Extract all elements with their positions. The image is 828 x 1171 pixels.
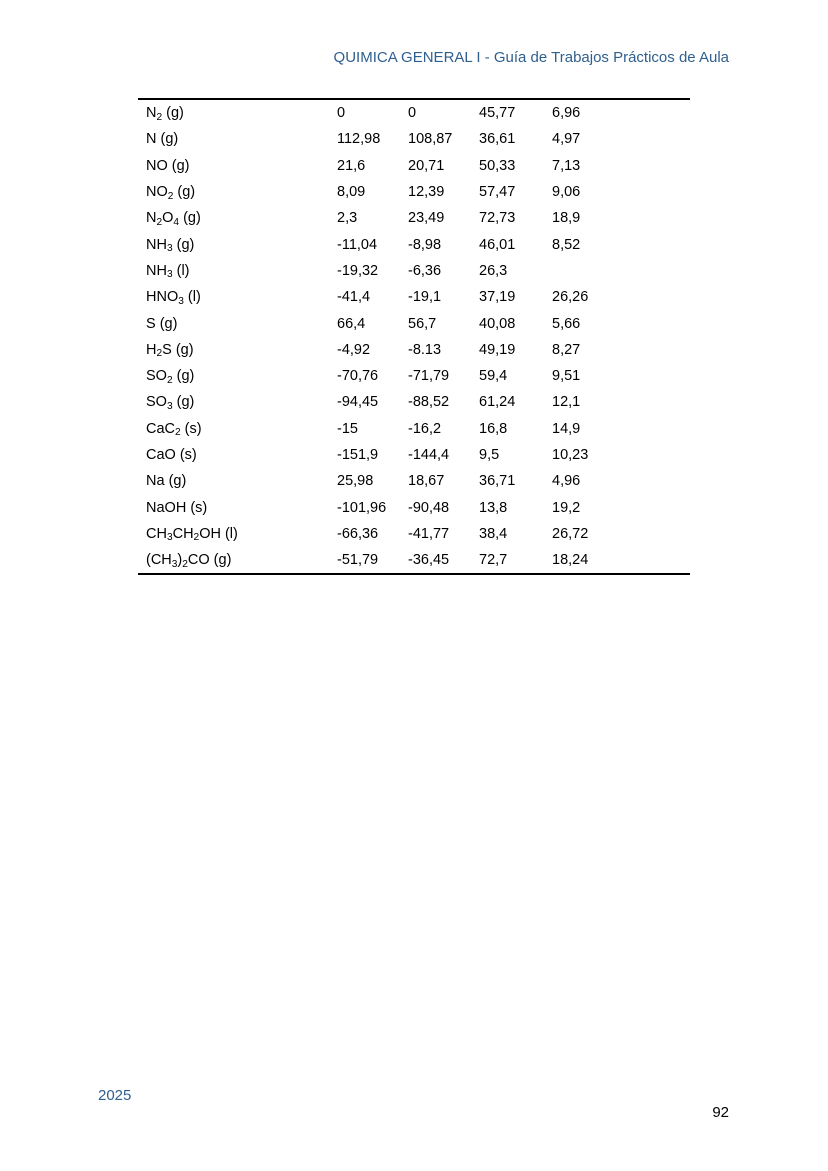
substance-cell: $HNO_3$ (l) bbox=[146, 289, 201, 307]
page-number: 92 bbox=[712, 1104, 729, 1121]
value-cell: 9,5 bbox=[479, 447, 500, 463]
value-cell: 57,47 bbox=[479, 184, 516, 201]
substance-cell: Na (g) bbox=[146, 473, 187, 490]
substance-cell: $CH_3CH_2OH$ (l) bbox=[146, 525, 238, 544]
value-cell: 46,01 bbox=[479, 236, 516, 253]
table-row bbox=[138, 547, 690, 574]
value-cell: 21,6 bbox=[337, 157, 366, 174]
value-cell: 6,96 bbox=[552, 105, 581, 122]
substance-cell: NO (g) bbox=[146, 157, 190, 174]
table-row bbox=[138, 416, 690, 442]
substance-cell: $SO_2$ (g) bbox=[146, 368, 195, 386]
value-cell: 8,09 bbox=[337, 184, 366, 201]
value-cell: 8,27 bbox=[552, 341, 581, 358]
value-cell: 8,52 bbox=[552, 236, 581, 253]
value-cell: 37,19 bbox=[479, 289, 516, 306]
value-cell: 56,7 bbox=[408, 315, 437, 332]
substance-cell: $H_2S$ (g) bbox=[146, 341, 194, 360]
table-row bbox=[138, 179, 690, 205]
value-cell: 16,8 bbox=[479, 420, 508, 437]
value-cell: 0 bbox=[337, 105, 346, 122]
substance-cell: $N_2$ (g) bbox=[146, 105, 184, 123]
value-cell: 19,2 bbox=[552, 499, 581, 516]
value-cell: -4,92 bbox=[337, 341, 371, 358]
value-cell: -90,48 bbox=[408, 499, 450, 516]
value-cell: -88,52 bbox=[408, 394, 450, 411]
value-cell: 45,77 bbox=[479, 105, 516, 122]
value-cell: 26,3 bbox=[479, 262, 508, 279]
value-cell: 112,98 bbox=[337, 131, 381, 148]
value-cell: 36,71 bbox=[479, 473, 516, 490]
value-cell: 38,4 bbox=[479, 525, 508, 542]
value-cell: -19,32 bbox=[337, 262, 379, 279]
value-cell: -94,45 bbox=[337, 394, 379, 411]
value-cell: -36,45 bbox=[408, 552, 450, 569]
value-cell: -6,36 bbox=[408, 262, 442, 279]
value-cell: 23,49 bbox=[408, 210, 445, 227]
footer-year: 2025 bbox=[98, 1087, 132, 1104]
value-cell: -144,4 bbox=[408, 447, 450, 463]
table-row bbox=[138, 284, 690, 310]
value-cell: 26,72 bbox=[552, 525, 589, 542]
value-cell: 66,4 bbox=[337, 315, 366, 332]
value-cell: -11,04 bbox=[337, 236, 378, 253]
substance-cell: CaC$_2$ (s) bbox=[146, 420, 202, 439]
table-row bbox=[138, 310, 690, 336]
value-cell: 72,7 bbox=[479, 552, 508, 569]
substance-cell: $N_2O_4$ (g) bbox=[146, 210, 201, 228]
substance-cell: S (g) bbox=[146, 315, 178, 332]
value-cell: 49,19 bbox=[479, 341, 516, 358]
value-cell: 20,71 bbox=[408, 157, 445, 174]
table-row bbox=[138, 363, 690, 389]
value-cell: -71,79 bbox=[408, 368, 450, 385]
value-cell: -41,4 bbox=[337, 289, 371, 306]
value-cell: 26,26 bbox=[552, 289, 589, 306]
value-cell: -19,1 bbox=[408, 289, 442, 306]
value-cell: -51,79 bbox=[337, 552, 379, 569]
value-cell: 18,9 bbox=[552, 210, 581, 227]
table-row bbox=[138, 337, 690, 363]
value-cell: -41,77 bbox=[408, 525, 450, 542]
value-cell: 5,66 bbox=[552, 315, 581, 332]
value-cell: 18,67 bbox=[408, 473, 445, 490]
value-cell: 25,98 bbox=[337, 473, 374, 490]
table-row bbox=[138, 389, 690, 415]
value-cell: 36,61 bbox=[479, 131, 516, 148]
substance-cell: CaO (s) bbox=[146, 447, 197, 463]
value-cell: 9,06 bbox=[552, 184, 581, 201]
value-cell: 4,97 bbox=[552, 131, 581, 148]
table-row bbox=[138, 153, 690, 179]
value-cell: 61,24 bbox=[479, 394, 516, 411]
value-cell: -15 bbox=[337, 420, 358, 437]
value-cell: -8.13 bbox=[408, 341, 442, 358]
value-cell: -8,98 bbox=[408, 236, 442, 253]
thermodynamic-data-table bbox=[138, 98, 690, 575]
table-row bbox=[138, 468, 690, 494]
value-cell: 12,1 bbox=[552, 394, 581, 411]
value-cell: 108,87 bbox=[408, 131, 453, 148]
table-row bbox=[138, 521, 690, 547]
substance-cell: N (g) bbox=[146, 131, 179, 148]
substance-cell: $NO_2$ (g) bbox=[146, 184, 196, 202]
value-cell: -16,2 bbox=[408, 420, 442, 437]
substance-cell: $SO_3$ (g) bbox=[146, 394, 195, 412]
table-row bbox=[138, 205, 690, 231]
value-cell: 0 bbox=[408, 105, 417, 122]
value-cell: 12,39 bbox=[408, 184, 445, 201]
value-cell: -151,9 bbox=[337, 447, 379, 463]
value-cell: 18,24 bbox=[552, 552, 589, 569]
substance-cell: $NH_3$ (g) bbox=[146, 236, 195, 255]
value-cell: 9,51 bbox=[552, 368, 581, 385]
substance-cell: $(CH_3)_2CO$ (g) bbox=[146, 552, 232, 570]
table-body bbox=[138, 99, 690, 574]
value-cell: 13,8 bbox=[479, 499, 508, 516]
value-cell: -66,36 bbox=[337, 525, 379, 542]
value-cell: 50,33 bbox=[479, 157, 516, 174]
table-row bbox=[138, 442, 690, 468]
table-row bbox=[138, 99, 690, 126]
value-cell: 7,13 bbox=[552, 157, 581, 174]
table-row bbox=[138, 494, 690, 520]
table-row bbox=[138, 126, 690, 152]
table-row bbox=[138, 258, 690, 284]
page-header-title: QUIMICA GENERAL I - Guía de Trabajos Prácticos de Aula bbox=[333, 49, 729, 66]
value-cell: 72,73 bbox=[479, 210, 516, 227]
substance-cell: $NH_3$ (l) bbox=[146, 262, 190, 281]
value-cell: 59,4 bbox=[479, 368, 508, 385]
value-cell: 40,08 bbox=[479, 315, 516, 332]
value-cell: -101,96 bbox=[337, 499, 387, 516]
value-cell: -70,76 bbox=[337, 368, 379, 385]
value-cell: 14,9 bbox=[552, 420, 581, 437]
value-cell: 10,23 bbox=[552, 447, 589, 463]
substance-cell: NaOH (s) bbox=[146, 499, 208, 516]
value-cell bbox=[552, 258, 690, 284]
value-cell: 2,3 bbox=[337, 210, 358, 227]
value-cell: 4,96 bbox=[552, 473, 581, 490]
table-row bbox=[138, 231, 690, 257]
